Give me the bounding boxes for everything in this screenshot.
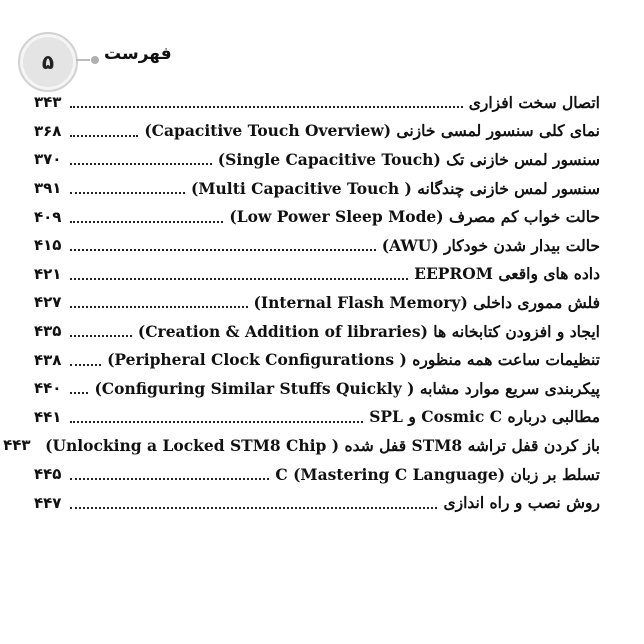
toc-entry-title: نمای کلی سنسور لمسی خازنی (Capacitive Touch Overview)	[144, 121, 600, 141]
toc-entry-page: ۴۰۹	[34, 207, 62, 226]
toc-entry-title: تنظیمات ساعت همه منظوره ( Peripheral Clock Configurations)	[107, 350, 600, 370]
toc-entry[interactable]	[34, 345, 600, 374]
toc-dot-leader	[70, 364, 101, 366]
toc-entry-title: پیکربندی سریع موارد مشابه ( Configuring Similar Stuffs Quickly)	[94, 378, 600, 398]
toc-entry-page: ۳۴۳	[34, 93, 62, 112]
toc-dot-leader	[70, 192, 185, 194]
toc-dot-leader	[70, 249, 376, 251]
toc-dot-leader	[70, 306, 248, 308]
toc-entry[interactable]	[34, 145, 600, 174]
toc-entry[interactable]	[34, 117, 600, 146]
toc-entry-title: مطالبی درباره Cosmic C و SPL	[369, 407, 600, 427]
toc-entry-page: ۳۹۱	[34, 179, 62, 198]
toc-entry-page: ۳۷۰	[34, 150, 62, 169]
toc-entry-page: ۴۳۵	[34, 322, 62, 341]
toc-entry-title: فلش مموری داخلی (Internal Flash Memory)	[253, 292, 600, 312]
toc-entry-page: ۴۴۰	[34, 379, 62, 398]
toc-dot-leader	[70, 478, 269, 480]
toc-entry[interactable]	[34, 231, 600, 260]
toc-entry-title: روش نصب و راه اندازی	[443, 493, 600, 513]
toc-dot-leader	[70, 507, 437, 509]
header-dot-icon	[91, 56, 99, 64]
toc-entry-page: ۴۴۷	[34, 493, 62, 512]
page-header	[0, 0, 644, 90]
toc-entry[interactable]	[34, 403, 600, 432]
toc-entry-page: ۴۱۵	[34, 236, 62, 255]
toc-entry-page: ۴۲۱	[34, 264, 62, 283]
toc-entry-page: ۴۲۷	[34, 293, 62, 312]
toc-entry-page: ۴۴۳	[3, 436, 31, 455]
toc-entry-page: ۳۶۸	[34, 121, 62, 140]
toc-dot-leader	[70, 135, 138, 137]
toc-entry-title: ایجاد و افزودن کتابخانه ها (Creation & Addition of libraries)	[137, 321, 600, 341]
toc-entry[interactable]	[34, 374, 600, 403]
toc-dot-leader	[70, 421, 363, 423]
toc-dot-leader	[70, 163, 212, 165]
toc-entry-page: ۴۴۵	[34, 465, 62, 484]
toc-dot-leader	[70, 106, 463, 108]
toc-entry-title: حالت بیدار شدن خودکار (AWU)	[381, 235, 600, 255]
toc-dot-leader	[70, 278, 408, 280]
header-connector-line	[76, 59, 90, 61]
toc-entry-title: سنسور لمس خازنی چندگانه ( Multi Capacitive Touch)	[191, 178, 600, 198]
toc-entry[interactable]	[34, 260, 600, 289]
table-of-contents	[3, 88, 600, 517]
toc-entry-title: حالت خواب کم مصرف (Low Power Sleep Mode)	[229, 207, 600, 227]
page-number-badge	[18, 32, 78, 92]
toc-dot-leader	[70, 335, 132, 337]
toc-entry-title: داده های واقعی EEPROM	[414, 264, 600, 284]
toc-entry-title: سنسور لمس خازنی تک (Single Capacitive Touch)	[217, 149, 600, 169]
toc-entry[interactable]	[34, 288, 600, 317]
toc-dot-leader	[70, 392, 88, 394]
toc-entry[interactable]	[34, 174, 600, 203]
toc-dot-leader	[70, 221, 223, 223]
toc-entry-title: اتصال سخت افزاری	[468, 92, 600, 112]
toc-entry-page: ۴۴۱	[34, 407, 62, 426]
toc-entry[interactable]	[34, 88, 600, 117]
toc-entry[interactable]	[34, 317, 600, 346]
toc-entry[interactable]	[3, 431, 600, 460]
page-title: فهرست	[104, 44, 172, 64]
toc-entry[interactable]	[34, 460, 600, 489]
toc-entry[interactable]	[34, 488, 600, 517]
toc-entry-title: تسلط بر زبان C (Mastering C Language)	[275, 464, 600, 484]
toc-entry[interactable]	[34, 202, 600, 231]
toc-entry-title: باز کردن قفل تراشه STM8 قفل شده ( Unlocking a Locked STM8 Chip)	[45, 435, 600, 455]
page-number: ۵	[41, 50, 55, 74]
toc-entry-page: ۴۳۸	[34, 350, 62, 369]
